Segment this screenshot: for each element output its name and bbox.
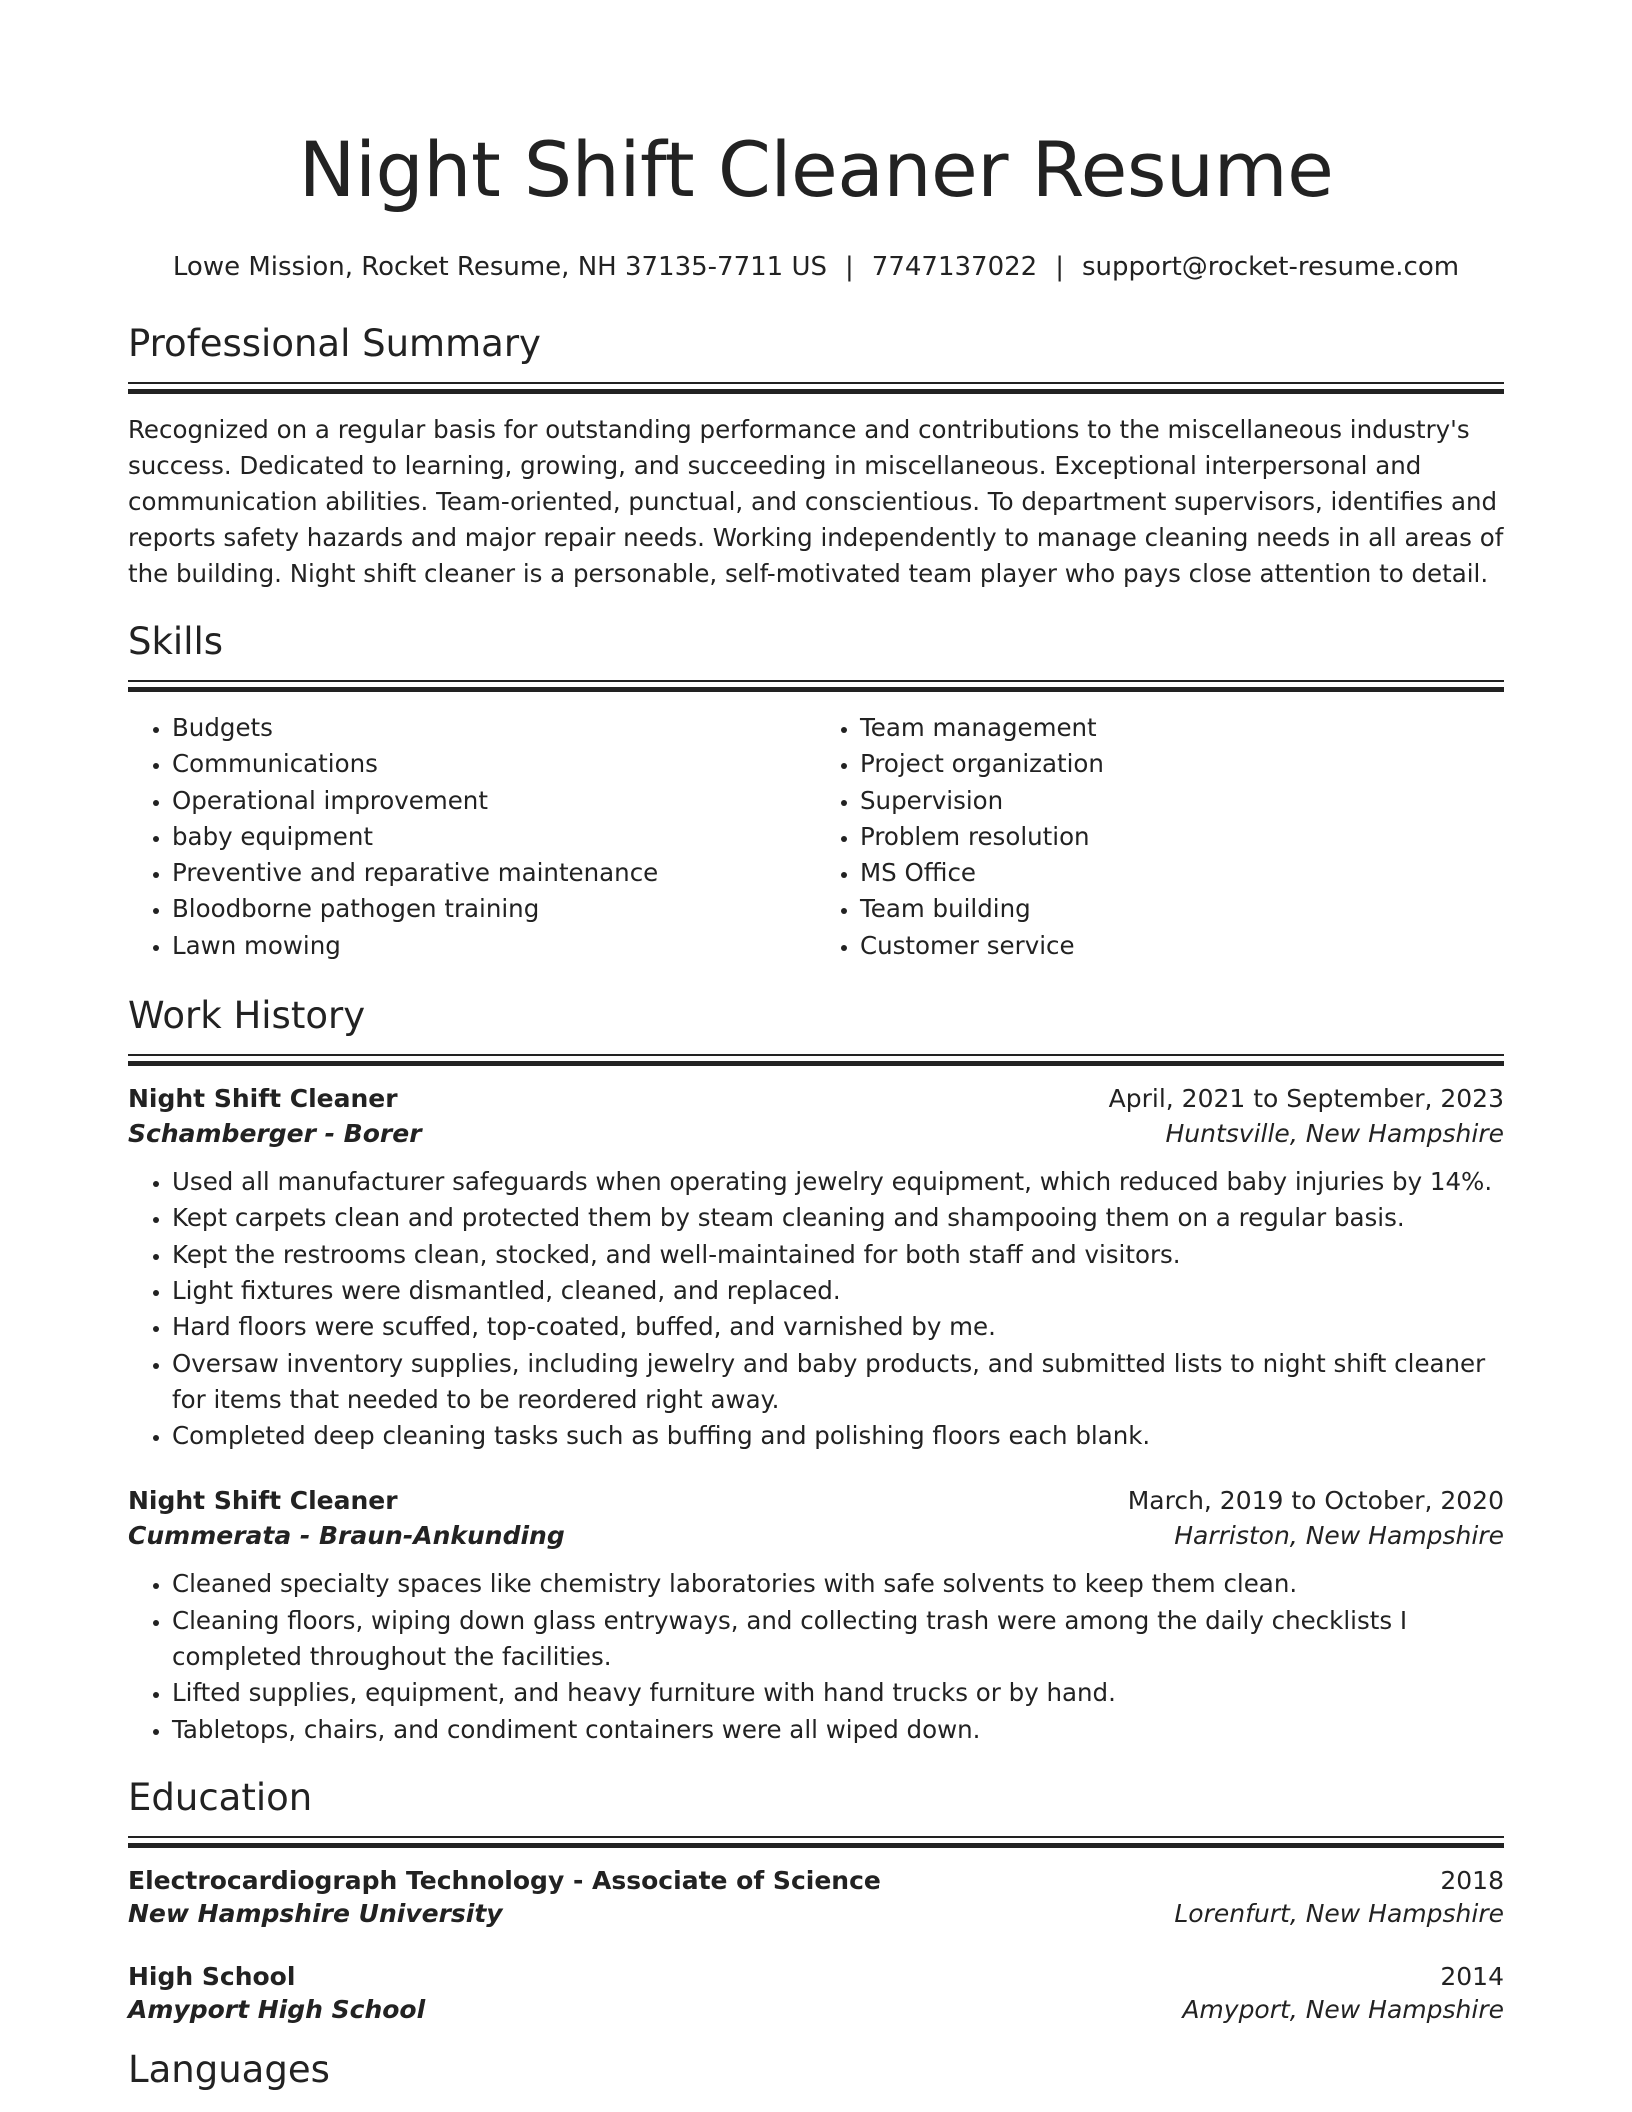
job-title: Night Shift Cleaner xyxy=(128,1084,398,1114)
section-divider xyxy=(128,1836,1504,1848)
skill-item: • Lawn mowing xyxy=(172,928,816,964)
skill-item: • Budgets xyxy=(172,710,816,746)
education-degree-row xyxy=(128,1962,1504,1991)
skill-item: • Team management xyxy=(860,710,1504,746)
section-divider xyxy=(128,680,1504,692)
job-bullet: • Hard floors were scuffed, top-coated, buffed, and varnished by me. xyxy=(172,1309,1504,1345)
job-company: Cummerata - Braun-Ankunding xyxy=(128,1521,565,1551)
section-divider xyxy=(128,382,1504,394)
resume-title: Night Shift Cleaner Resume xyxy=(298,125,1334,214)
job-location: Harriston, New Hampshire xyxy=(1174,1521,1504,1551)
job-bullet: • Completed deep cleaning tasks such as buffing and polishing floors each blank. xyxy=(172,1418,1504,1454)
job-company: Schamberger - Borer xyxy=(128,1119,422,1149)
job-bullet: • Cleaned specialty spaces like chemistry laboratories with safe solvents to keep them clean. xyxy=(172,1566,1504,1602)
education-section xyxy=(128,1774,1504,2024)
section-divider xyxy=(128,1054,1504,1066)
job-bullets xyxy=(128,1164,1504,1454)
skills-section xyxy=(128,618,1504,964)
job-bullet: • Cleaning floors, wiping down glass entryways, and collecting trash were among the daily checklists I completed throughout the facilities. xyxy=(172,1603,1504,1676)
skill-item: • Preventive and reparative maintenance xyxy=(172,855,816,891)
education-degree-row xyxy=(128,1866,1504,1895)
education-school: New Hampshire University xyxy=(128,1898,503,1928)
job-bullet: • Kept carpets clean and protected them by steam cleaning and shampooing them on a regular basis. xyxy=(172,1200,1504,1236)
section-heading-summary: Professional Summary xyxy=(128,322,541,365)
skill-item: • Operational improvement xyxy=(172,783,816,819)
summary-section xyxy=(128,320,1504,592)
work-history-section xyxy=(128,992,1504,1748)
education-school: Amyport High School xyxy=(128,1994,426,2024)
education-school-row xyxy=(128,1899,1504,1928)
education-school-row xyxy=(128,1995,1504,2024)
languages-section xyxy=(128,2046,1504,2094)
section-heading-education: Education xyxy=(128,1775,313,1819)
contact-separator: | xyxy=(845,252,854,282)
skill-item: • baby equipment xyxy=(172,819,816,855)
skill-item: • Project organization xyxy=(860,746,1504,782)
education-location: Lorenfurt, New Hampshire xyxy=(1174,1898,1504,1928)
job-bullets xyxy=(128,1566,1504,1747)
job-bullet: • Used all manufacturer safeguards when operating jewelry equipment, which reduced baby injuries by 14%. xyxy=(172,1164,1504,1200)
job-bullet: • Tabletops, chairs, and condiment containers were all wiped down. xyxy=(172,1712,1504,1748)
skill-item: • Communications xyxy=(172,746,816,782)
job-title-row xyxy=(128,1486,1504,1515)
skill-item: • Team building xyxy=(860,891,1504,927)
section-heading-languages: Languages xyxy=(128,2047,330,2091)
section-heading-work: Work History xyxy=(128,994,366,1038)
job-bullet: • Lifted supplies, equipment, and heavy furniture with hand trucks or by hand. xyxy=(172,1675,1504,1711)
contact-phone: 7747137022 xyxy=(871,252,1038,282)
skills-list-right xyxy=(816,710,1504,964)
education-year: 2018 xyxy=(1440,1865,1504,1895)
skills-columns xyxy=(128,710,1504,964)
job-bullet: • Kept the restrooms clean, stocked, and well-maintained for both staff and visitors. xyxy=(172,1237,1504,1273)
education-degree: High School xyxy=(128,1961,296,1991)
job-entry xyxy=(128,1486,1504,1747)
job-title-row xyxy=(128,1084,1504,1113)
job-dates: April, 2021 to September, 2023 xyxy=(1108,1084,1504,1114)
skill-item: • Supervision xyxy=(860,783,1504,819)
contact-line xyxy=(128,252,1504,282)
skill-item: • MS Office xyxy=(860,855,1504,891)
job-company-row xyxy=(128,1521,1504,1550)
education-entry xyxy=(128,1962,1504,2024)
skill-item: • Customer service xyxy=(860,928,1504,964)
job-entry xyxy=(128,1084,1504,1454)
summary-text: Recognized on a regular basis for outstanding performance and contributions to the miscellaneous industry's success. Dedicated to learning, growing, and succeeding in miscellaneous. Exceptional interpersonal and communication abilities. Team-oriented, punctual, and conscientious. To department supervisors, identifies and reports safety hazards and major repair needs. Working independently to manage cleaning needs in all areas of the building. Night shift cleaner is a personable, self-motivated team player who pays close attention to detail. xyxy=(128,415,1504,588)
job-title: Night Shift Cleaner xyxy=(128,1486,398,1516)
skill-item: • Bloodborne pathogen training xyxy=(172,891,816,927)
job-company-row xyxy=(128,1119,1504,1148)
job-bullet: • Oversaw inventory supplies, including jewelry and baby products, and submitted lists to night shift cleaner for items that needed to be reordered right away. xyxy=(172,1346,1504,1419)
section-heading-skills: Skills xyxy=(128,620,224,663)
job-dates: March, 2019 to October, 2020 xyxy=(1127,1486,1504,1516)
education-location: Amyport, New Hampshire xyxy=(1182,1994,1504,2024)
job-bullet: • Light fixtures were dismantled, cleaned, and replaced. xyxy=(172,1273,1504,1309)
contact-email: support@rocket-resume.com xyxy=(1081,252,1460,282)
skills-list-left xyxy=(128,710,816,964)
contact-address: Lowe Mission, Rocket Resume, NH 37135-7711 US xyxy=(172,252,828,282)
education-year: 2014 xyxy=(1440,1961,1504,1991)
education-entry xyxy=(128,1866,1504,1928)
education-degree: Electrocardiograph Technology - Associate of Science xyxy=(128,1865,881,1895)
skill-item: • Problem resolution xyxy=(860,819,1504,855)
job-location: Huntsville, New Hampshire xyxy=(1165,1119,1504,1149)
contact-separator: | xyxy=(1055,252,1064,282)
